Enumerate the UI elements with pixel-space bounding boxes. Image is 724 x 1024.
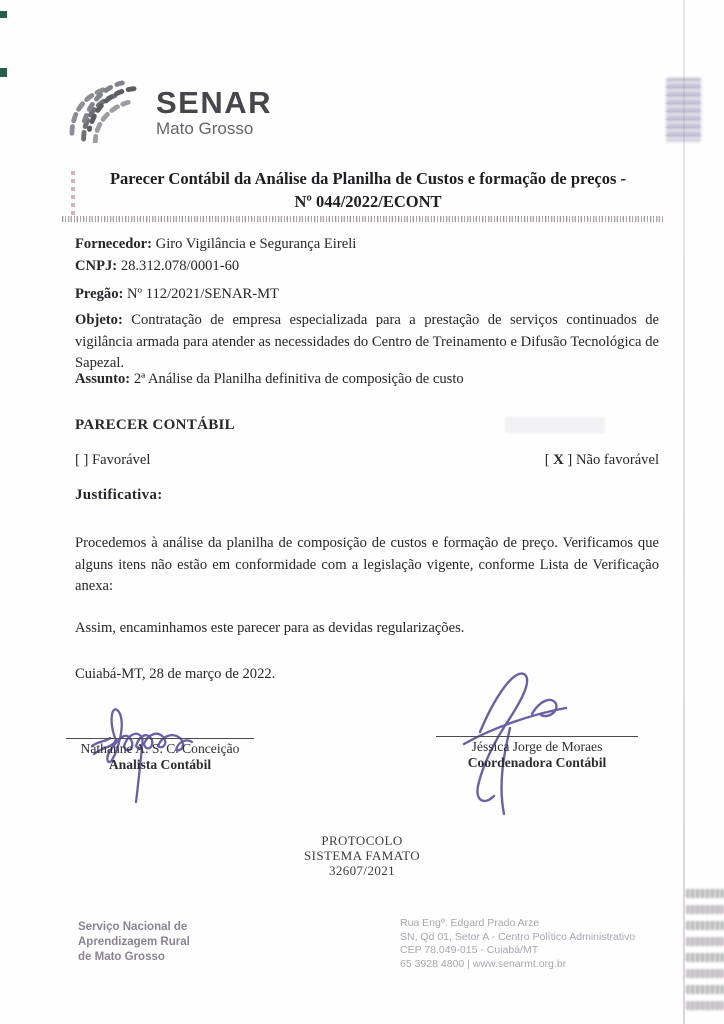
fornecedor-value: Giro Vigilância e Segurança Eireli [155,236,357,252]
signature-block-analista [66,738,254,773]
field-pregao [75,286,659,303]
protocol-stamp [262,833,462,878]
scan-edge-line [683,0,685,1024]
document-title [75,167,661,213]
scan-smudge-stack [686,889,724,1010]
field-objeto [75,310,659,375]
objeto-label: Objeto: [75,312,123,328]
footer-address [400,917,635,971]
cnpj-label: CNPJ: [75,258,118,274]
signature-line [436,736,638,737]
logo-subtitle: Mato Grosso [156,119,254,138]
signer-role: Coordenadora Contábil [467,755,607,770]
checkbox-favoravel: [ ] Favorável [75,452,151,468]
assunto-label: Assunto: [75,371,131,387]
field-cnpj [75,258,659,275]
field-assunto [75,371,659,388]
cnpj-value: 28.312.078/0001-60 [120,258,240,274]
scan-smudge-artifact [666,78,701,142]
justificativa-label: Justificativa: [75,487,163,503]
date-line: Cuiabá-MT, 28 de março de 2022. [75,666,276,682]
assunto-value: 2ª Análise da Planilha definitiva de composição de custo [133,371,464,387]
footer-organization [78,920,190,965]
parecer-heading: PARECER CONTÁBIL [75,417,235,433]
pregao-label: Pregão: [75,286,124,302]
justificativa-paragraph: Procedemos à análise da planilha de composição de custos e formação de preço. Verificamos que alguns itens não estão em conformidade com a legislação vigente, conforme Lista de Verificação anexa: [75,535,659,594]
scan-corner-mark [0,68,7,77]
signature-line [66,738,254,739]
x-mark: X [553,452,564,468]
logo-wordmark: SENAR [156,85,273,120]
closing-paragraph: Assim, encaminhamos este parecer para as devidas regularizações. [75,620,465,636]
document-title-line1: Parecer Contábil da Análise da Planilha de Custos e formação de preços - [109,169,627,188]
footer-address-line: 65 3928 4800 | www.senarmt.org.br [400,957,567,970]
protocol-line1: PROTOCOLO [321,833,403,848]
protocol-number: 32607/2021 [328,863,396,878]
footer-org-line: Serviço Nacional de [78,921,188,933]
signer-name: Nathanne A. S. C. Conceição [80,741,240,756]
pregao-value: Nº 112/2021/SENAR-MT [127,286,279,302]
footer-address-line: Rua Engº. Edgard Prado Arze [400,917,540,929]
dotted-rule [62,216,664,222]
footer-address-line: SN, Qd 01, Setor A - Centro Político Administrativo [400,930,636,943]
scan-corner-mark [0,11,7,18]
checkbox-nao-favoravel: [ X ] Não favorável [544,452,659,468]
protocol-line2: SISTEMA FAMATO [303,848,420,863]
document-title-line2: Nº 044/2022/ECONT [294,192,442,211]
parecer-checkboxes [75,452,659,469]
objeto-value: Contratação de empresa especializada para a prestação de serviços continuados de vigilância armada para atender as necessidades do Centro de Treinamento e Difusão Tecnológica de Sapezal. [75,312,659,371]
signer-role: Analista Contábil [108,757,212,772]
fornecedor-label: Fornecedor: [75,236,152,252]
footer-address-line: CEP 78.049-015 - Cuiabá/MT [400,944,539,956]
signature-block-coordenadora [436,736,638,771]
senar-wheat-icon [62,79,144,148]
senar-logo [62,79,272,148]
field-fornecedor [75,236,659,253]
footer-org-line: Aprendizagem Rural [78,936,190,948]
scan-faint-artifact [505,417,605,433]
signer-name: Jéssica Jorge de Moraes [471,739,603,754]
footer-org-line: de Mato Grosso [78,951,165,963]
